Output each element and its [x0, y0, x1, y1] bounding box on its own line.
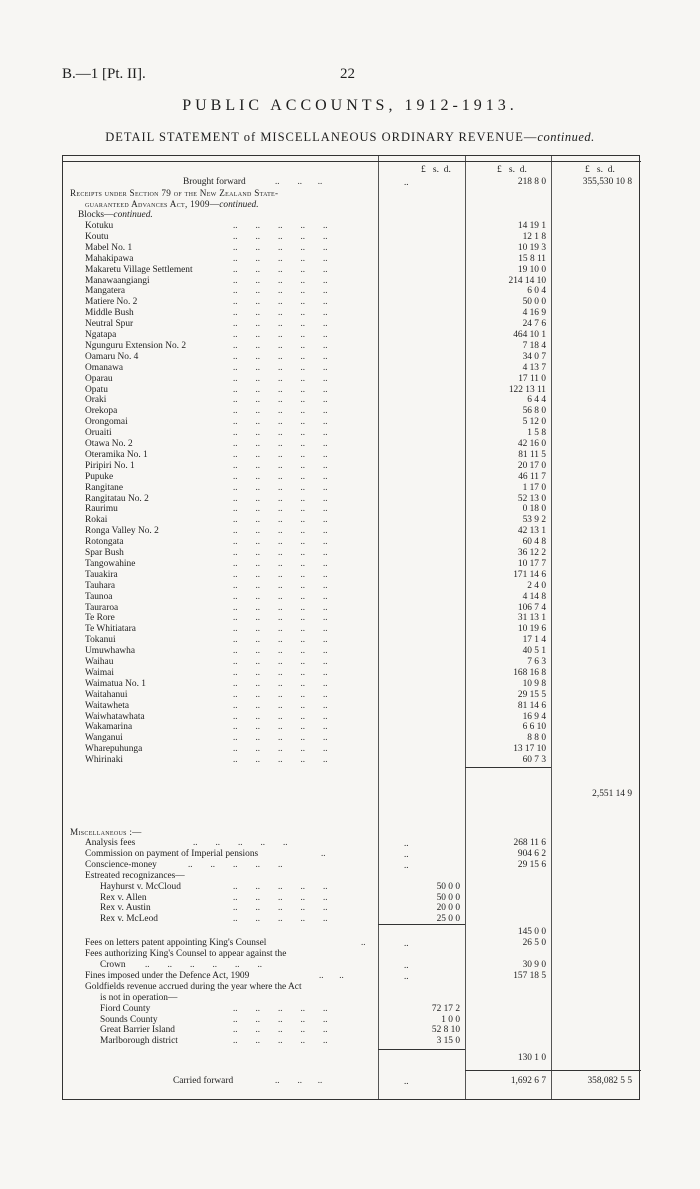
block-row-amount: 40 5 1 — [522, 646, 546, 657]
block-row-name: Neutral Spur — [85, 319, 134, 330]
block-row-name: Tauakira — [85, 569, 118, 580]
goldfields-row: Sounds County .. .. .. .. .. 1 0 0 — [100, 1013, 460, 1025]
block-row: Raurimu .. .. .. .. .. 0 18 0 — [85, 503, 546, 515]
recognizances-rule — [378, 924, 465, 925]
block-row-amount: 42 16 0 — [517, 439, 546, 449]
recognizance-row-amount: 25 0 0 — [436, 913, 460, 924]
header-rule — [63, 161, 641, 162]
conscience-row: Conscience-money .. .. .. .. .. .. 29 15 6 — [85, 859, 546, 870]
block-row: Wharepuhunga .. .. .. .. .. 13 17 10 — [85, 743, 546, 755]
block-row-amount: 464 10 1 — [513, 330, 546, 340]
block-row: Oraki .. .. .. .. .. 6 4 4 — [85, 394, 546, 406]
block-row: Manawaangiangi .. .. .. .. .. 214 14 10 — [85, 274, 546, 286]
block-row-amount: 6 4 4 — [527, 395, 546, 406]
blocks-heading — [63, 210, 641, 220]
block-row-amount: 5 12 0 — [522, 417, 546, 428]
block-row: Waiwhatawhata .. .. .. .. .. 16 9 4 — [85, 710, 546, 722]
recognizances-total-row — [63, 927, 641, 937]
block-row: Rokai .. .. .. .. .. 53 9 2 — [85, 514, 546, 526]
fees-authorizing-row2: Crown .. .. .. .. .. .. .. 30 9 0 — [100, 959, 546, 970]
estreated-heading: Estreated recognizances— — [85, 871, 185, 881]
block-row-name: Waihau — [85, 657, 114, 667]
block-row-amount: 50 0 0 — [522, 297, 546, 308]
page-title: PUBLIC ACCOUNTS, 1912-1913. — [182, 97, 518, 114]
defence-act-label: Fines imposed under the Defence Act, 1909 — [85, 971, 250, 981]
block-row: Makaretu Village Settlement .. .. .. .. .. 19 10 0 — [85, 263, 546, 275]
block-row-name: Tangowahine — [85, 558, 136, 569]
block-row-name: Tauhara — [85, 580, 116, 591]
block-row-name: Ngunguru Extension No. 2 — [85, 340, 187, 351]
goldfields-row1 — [63, 982, 641, 992]
block-row-name: Waimatua No. 1 — [85, 678, 146, 689]
block-row-name: Ronga Valley No. 2 — [85, 526, 159, 537]
block-row-amount: 0 18 0 — [522, 504, 546, 515]
section-heading-line2 — [63, 199, 641, 209]
goldfields-row-name: Sounds County — [100, 1014, 158, 1025]
block-row-amount: 6 0 4 — [527, 286, 546, 297]
block-row-amount: 7 18 4 — [522, 340, 546, 351]
fees-authorizing-amount: 30 9 0 — [522, 960, 546, 970]
block-row-amount: 20 17 0 — [517, 460, 546, 471]
block-row-amount: 17 11 0 — [518, 373, 546, 384]
block-row-amount: 19 10 0 — [517, 264, 546, 275]
block-row-name: Orekopa — [85, 406, 118, 417]
conscience-label: Conscience-money — [85, 860, 157, 870]
brought-forward-col3: 355,530 10 8 — [582, 177, 632, 187]
block-row-name: Mangatera — [85, 286, 126, 297]
block-row-name: Piripiri No. 1 — [85, 460, 135, 471]
commission-label: Commission on payment of Imperial pensions — [85, 849, 259, 859]
block-row: Otawa No. 2 .. .. .. .. .. 42 16 0 — [85, 438, 546, 449]
brought-forward-label: Brought forward — [183, 177, 246, 187]
block-row: Tauraroa .. .. .. .. .. 106 7 4 — [85, 601, 546, 613]
block-row-amount: 52 13 0 — [517, 493, 546, 504]
block-row-amount: 24 7 6 — [522, 319, 546, 330]
block-row-amount: 15 8 11 — [518, 253, 546, 264]
block-row-amount: 17 1 4 — [522, 635, 546, 646]
block-row-amount: 122 13 11 — [508, 384, 546, 395]
section-heading-act: guaranteed Advances Act, 1909— — [85, 199, 220, 209]
block-row-name: Ngatapa — [85, 330, 117, 340]
block-row: Wanganui .. .. .. .. .. 8 8 0 — [85, 732, 546, 744]
block-row-name: Rokai — [85, 515, 108, 526]
goldfields-row: Great Barrier Island .. .. .. .. .. 52 8 10 — [100, 1024, 460, 1036]
report-reference: B.—1 [Pt. II]. — [62, 66, 146, 82]
defence-act-amount: 157 18 5 — [513, 971, 546, 981]
section-heading-text: Receipts under Section 79 of the New Zealand State- — [70, 188, 279, 198]
block-row-amount: 60 4 8 — [522, 537, 546, 548]
recognizance-row: Rex v. McLeod .. .. .. .. .. 25 0 0 — [100, 912, 460, 924]
block-row: Waihau .. .. .. .. .. 7 6 3 — [85, 656, 546, 667]
block-row-name: Otawa No. 2 — [85, 439, 133, 449]
block-row-name: Waitahanui — [85, 689, 128, 700]
commission-amount: 904 6 2 — [517, 849, 546, 859]
block-row: Waitawheta .. .. .. .. .. 81 14 6 — [85, 699, 546, 711]
col1-dots: .. — [404, 938, 409, 948]
recognizance-row-amount: 20 0 0 — [436, 903, 460, 914]
block-row: Waimai .. .. .. .. .. 168 16 8 — [85, 666, 546, 678]
block-row-amount: 6 6 10 — [522, 722, 546, 733]
carried-forward-label: Carried forward — [173, 1076, 234, 1086]
block-row: Rotongata .. .. .. .. .. 60 4 8 — [85, 536, 546, 548]
block-row-name: Rangitane — [85, 482, 124, 493]
block-row-amount: 4 14 8 — [522, 591, 546, 602]
conscience-amount: 29 15 6 — [517, 860, 546, 870]
estreated-heading-row — [63, 871, 641, 881]
block-row-name: Whirinaki — [85, 755, 124, 766]
recognizance-row: Hayhurst v. McCloud .. .. .. .. .. 50 0 0 — [100, 881, 460, 892]
kings-counsel-amount: 26 5 0 — [522, 938, 546, 948]
block-row-name: Umuwhawha — [85, 646, 135, 657]
col1-dots: .. — [404, 838, 409, 848]
block-row: Tauhara .. .. .. .. .. 2 4 0 — [85, 579, 546, 591]
block-row-name: Wanganui — [85, 733, 123, 744]
block-row: Tangowahine .. .. .. .. .. 10 17 7 — [85, 557, 546, 569]
block-row-name: Matiere No. 2 — [85, 297, 138, 308]
block-row: Matiere No. 2 .. .. .. .. .. 50 0 0 — [85, 296, 546, 308]
goldfields-label: Goldfields revenue accrued during the year where the Act — [85, 982, 302, 992]
brought-forward-row: Brought forward .. .. .. .. 218 8 0 355,530 10 8 — [183, 176, 632, 187]
block-row: Taunoa .. .. .. .. .. 4 14 8 — [85, 590, 546, 602]
block-row-name: Middle Bush — [85, 308, 134, 319]
blocks-heading-text: Blocks— — [78, 210, 114, 220]
recognizance-row-name: Rex v. McLeod — [100, 913, 158, 924]
block-row-name: Opatu — [85, 384, 108, 395]
block-row: Oparau .. .. .. .. .. 17 11 0 — [85, 372, 546, 384]
goldfields-row: Marlborough district .. .. .. .. .. 3 15 0 — [100, 1034, 460, 1046]
blocks-total-row — [63, 789, 641, 799]
block-row: Spar Bush .. .. .. .. .. 36 12 2 — [85, 547, 546, 558]
block-row-name: Te Whitiatara — [85, 624, 136, 635]
defence-act-row: Fines imposed under the Defence Act, 1909 .. .. .. 157 18 5 — [85, 970, 546, 981]
block-row-name: Manawaangiangi — [85, 275, 150, 286]
block-row-name: Makaretu Village Settlement — [85, 264, 193, 275]
goldfields-rule — [378, 1049, 465, 1050]
block-row: Omanawa .. .. .. .. .. 4 13 7 — [85, 361, 546, 373]
section-heading-line1 — [63, 188, 641, 198]
block-row: Oamaru No. 4 .. .. .. .. .. 34 0 7 — [85, 350, 546, 362]
block-row: Ronga Valley No. 2 .. .. .. .. .. 42 13 1 — [85, 525, 546, 537]
block-row-name: Oruaiti — [85, 428, 112, 439]
block-row-name: Mabel No. 1 — [85, 242, 133, 253]
block-row: Whirinaki .. .. .. .. .. 60 7 3 — [85, 754, 546, 766]
recognizance-row-name: Hayhurst v. McCloud — [100, 882, 181, 892]
block-row: Middle Bush .. .. .. .. .. 4 16 9 — [85, 307, 546, 319]
block-row-amount: 34 0 7 — [522, 351, 546, 362]
recognizance-row-amount: 50 0 0 — [436, 892, 460, 903]
block-row-amount: 4 16 9 — [522, 308, 546, 319]
block-row-amount: 7 6 3 — [527, 657, 546, 667]
goldfields-row-amount: 3 15 0 — [436, 1035, 460, 1046]
block-row-amount: 171 14 6 — [513, 569, 546, 580]
block-row-amount: 12 1 8 — [522, 231, 546, 242]
block-row-name: Te Rore — [85, 613, 115, 624]
block-row-amount: 60 7 3 — [522, 755, 546, 766]
block-row-name: Koutu — [85, 231, 109, 242]
block-row: Oruaiti .. .. .. .. .. 1 5 8 — [85, 427, 546, 439]
block-row-amount: 81 11 5 — [518, 449, 546, 460]
block-row: Orongomai .. .. .. .. .. 5 12 0 — [85, 416, 546, 428]
block-row-name: Rangitatau No. 2 — [85, 493, 149, 504]
block-row: Te Whitiatara .. .. .. .. .. 10 19 6 — [85, 623, 546, 635]
block-row-name: Taunoa — [85, 591, 113, 602]
revenue-table — [62, 155, 640, 1100]
block-row-amount: 42 13 1 — [517, 526, 546, 537]
block-row-amount: 16 9 4 — [522, 711, 546, 722]
block-row-amount: 81 14 6 — [517, 700, 546, 711]
block-row-amount: 10 19 3 — [517, 242, 546, 253]
block-row: Mangatera .. .. .. .. .. 6 0 4 — [85, 285, 546, 297]
block-row-amount: 214 14 10 — [508, 275, 546, 286]
block-row-amount: 14 19 1 — [517, 221, 546, 231]
recognizance-row-name: Rex v. Allen — [100, 892, 147, 903]
block-row: Ngatapa .. .. .. .. .. 464 10 1 — [85, 329, 546, 340]
block-row-name: Omanawa — [85, 362, 124, 373]
block-row-amount: 31 13 1 — [517, 613, 546, 624]
carried-rule — [465, 1070, 641, 1071]
goldfields-label-cont: is not in operation— — [100, 993, 178, 1003]
block-row-name: Waitawheta — [85, 700, 130, 711]
block-row-name: Oraki — [85, 395, 107, 406]
block-row: Mahakipawa .. .. .. .. .. 15 8 11 — [85, 252, 546, 264]
block-row: Neutral Spur .. .. .. .. .. 24 7 6 — [85, 318, 546, 330]
block-row-name: Oparau — [85, 373, 113, 384]
kings-counsel-label: Fees on letters patent appointing King's Counsel — [85, 938, 267, 948]
subtitle-continued: continued. — [537, 130, 595, 144]
block-row: Oteramika No. 1 .. .. .. .. .. 81 11 5 — [85, 448, 546, 460]
recognizances-total: 145 0 0 — [517, 927, 546, 937]
kings-counsel-row: Fees on letters patent appointing King's Counsel .. .. 26 5 0 — [85, 937, 546, 948]
block-row-name: Rotongata — [85, 537, 124, 548]
analysis-fees-label: Analysis fees — [85, 838, 136, 848]
page-subtitle — [0, 130, 700, 145]
goldfields-total: 130 1 0 — [517, 1053, 546, 1063]
block-row: Waitahanui .. .. .. .. .. 29 15 5 — [85, 688, 546, 700]
block-row-name: Tauraroa — [85, 602, 119, 613]
block-row: Rangitatau No. 2 .. .. .. .. .. 52 13 0 — [85, 492, 546, 504]
recognizance-row: Rex v. Austin .. .. .. .. .. 20 0 0 — [100, 902, 460, 914]
col1-dots: .. — [404, 1076, 409, 1086]
goldfields-row-name: Great Barrier Island — [100, 1025, 175, 1036]
block-row-name: Wharepuhunga — [85, 744, 143, 755]
block-row: Opatu .. .. .. .. .. 122 13 11 — [85, 383, 546, 395]
block-row-name: Waiwhatawhata — [85, 711, 145, 722]
fees-authorizing-label: Fees authorizing King's Counsel to appear against the — [85, 949, 287, 959]
col1-dots: .. — [404, 849, 409, 859]
block-row: Koutu .. .. .. .. .. 12 1 8 — [85, 230, 546, 242]
block-row: Piripiri No. 1 .. .. .. .. .. 20 17 0 — [85, 459, 546, 471]
goldfields-row-amount: 52 8 10 — [431, 1025, 460, 1036]
page-number: 22 — [340, 66, 355, 82]
block-row: Te Rore .. .. .. .. .. 31 13 1 — [85, 612, 546, 624]
goldfields-row-amount: 1 0 0 — [441, 1014, 460, 1025]
commission-row: Commission on payment of Imperial pensions .. .. 904 6 2 — [85, 848, 546, 859]
carried-forward-row: Carried forward .. .. .. .. 1,692 6 7 358,082 5 5 — [173, 1075, 632, 1086]
block-row-name: Oteramika No. 1 — [85, 449, 148, 460]
goldfields-row2 — [63, 993, 641, 1003]
block-row-amount: 1 17 0 — [522, 482, 546, 493]
fees-authorizing-row1 — [63, 949, 641, 959]
block-row-amount: 10 9 8 — [522, 678, 546, 689]
col-header-1: £ s. d. — [421, 165, 451, 175]
block-row-amount: 106 7 4 — [517, 602, 546, 613]
block-row-name: Waimai — [85, 667, 114, 678]
block-row: Orekopa .. .. .. .. .. 56 8 0 — [85, 405, 546, 417]
goldfields-row-name: Marlborough district — [100, 1035, 178, 1046]
blocks-rule — [465, 767, 551, 768]
block-row: Pupuke .. .. .. .. .. 46 11 7 — [85, 470, 546, 482]
block-row: Umuwhawha .. .. .. .. .. 40 5 1 — [85, 645, 546, 657]
block-row: Wakamarina .. .. .. .. .. 6 6 10 — [85, 721, 546, 733]
goldfields-total-row — [63, 1053, 641, 1063]
brought-forward-col2: 218 8 0 — [517, 177, 546, 187]
col1-dots: .. — [404, 860, 409, 870]
block-row: Mabel No. 1 .. .. .. .. .. 10 19 3 — [85, 241, 546, 253]
block-row-name: Oamaru No. 4 — [85, 351, 139, 362]
block-row-amount: 46 11 7 — [518, 471, 546, 482]
col1-dots: .. — [404, 960, 409, 970]
block-row-amount: 8 8 0 — [527, 733, 546, 744]
block-row: Tokanui .. .. .. .. .. 17 1 4 — [85, 634, 546, 646]
recognizance-row-amount: 50 0 0 — [436, 882, 460, 892]
block-row-amount: 13 17 10 — [513, 744, 546, 755]
recognizance-row: Rex v. Allen .. .. .. .. .. 50 0 0 — [100, 891, 460, 903]
col-header-2: £ s. d. — [497, 165, 527, 175]
fees-authorizing-label-cont: Crown — [100, 960, 126, 970]
col1-dots: .. — [404, 971, 409, 981]
block-row-name: Wakamarina — [85, 722, 133, 733]
col1-dots: .. — [404, 177, 409, 187]
block-row-amount: 10 17 7 — [517, 558, 546, 569]
block-row-amount: 2 4 0 — [527, 580, 546, 591]
block-row-amount: 1 5 8 — [527, 428, 546, 439]
col-header-3: £ s. d. — [585, 165, 615, 175]
block-row-name: Raurimu — [85, 504, 118, 515]
subtitle-text: DETAIL STATEMENT of MISCELLANEOUS ORDINARY REVENUE— — [105, 130, 538, 144]
block-row-name: Mahakipawa — [85, 253, 134, 264]
block-row-amount: 10 19 6 — [517, 624, 546, 635]
block-row: Ngunguru Extension No. 2 .. .. .. .. .. 7 18 4 — [85, 339, 546, 351]
goldfields-row: Fiord County .. .. .. .. .. 72 17 2 — [100, 1003, 460, 1014]
goldfields-row-amount: 72 17 2 — [431, 1004, 460, 1014]
block-row-amount: 168 16 8 — [513, 667, 546, 678]
block-row: Waimatua No. 1 .. .. .. .. .. 10 9 8 — [85, 677, 546, 689]
block-row-name: Pupuke — [85, 471, 114, 482]
recognizance-row-name: Rex v. Austin — [100, 903, 151, 914]
block-row: Rangitane .. .. .. .. .. 1 17 0 — [85, 481, 546, 493]
block-row-amount: 56 8 0 — [522, 406, 546, 417]
block-row: Tauakira .. .. .. .. .. 171 14 6 — [85, 568, 546, 580]
block-row-name: Spar Bush — [85, 548, 124, 558]
block-row-name: Orongomai — [85, 417, 128, 428]
analysis-fees-row: Analysis fees .. .. .. .. .. .. 268 11 6 — [85, 837, 546, 848]
block-row: Kotuku .. .. .. .. .. 14 19 1 — [85, 220, 546, 231]
misc-heading-row — [63, 827, 641, 837]
block-row-name: Tokanui — [85, 635, 116, 646]
analysis-fees-amount: 268 11 6 — [513, 838, 546, 848]
carried-forward-col3: 358,082 5 5 — [587, 1076, 632, 1086]
section-heading-continued: continued. — [219, 200, 259, 210]
misc-heading: Miscellaneous :— — [70, 827, 142, 837]
block-row-name: Kotuku — [85, 221, 114, 231]
carried-forward-col2: 1,692 6 7 — [510, 1076, 546, 1086]
block-row-amount: 29 15 5 — [517, 689, 546, 700]
block-row-amount: 4 13 7 — [522, 362, 546, 373]
blocks-total: 2,551 14 9 — [592, 789, 632, 799]
block-row-amount: 53 9 2 — [522, 515, 546, 526]
block-row-amount: 36 12 2 — [517, 548, 546, 558]
goldfields-row-name: Fiord County — [100, 1004, 151, 1014]
blocks-heading-continued: continued. — [113, 210, 153, 220]
